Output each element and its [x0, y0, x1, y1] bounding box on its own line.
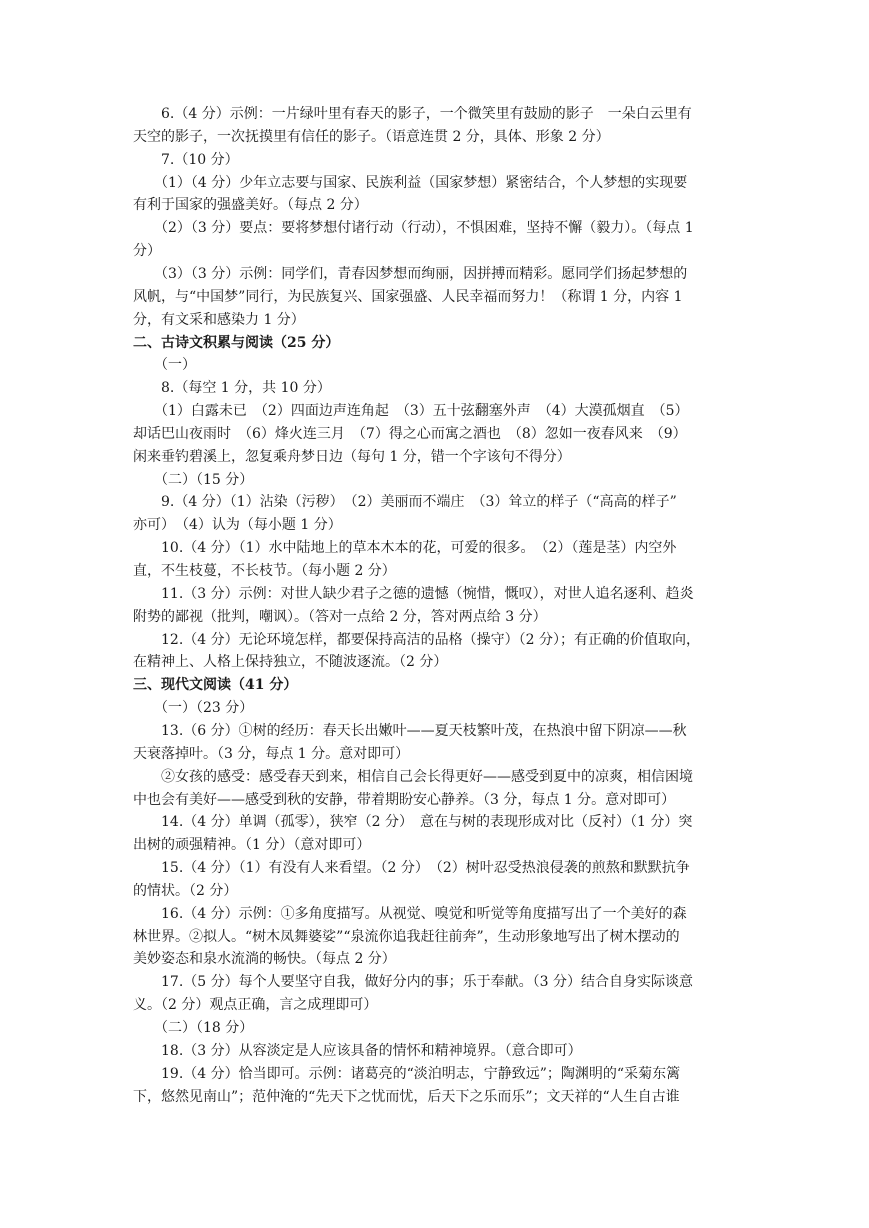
text-line: （1）（4 分）少年立志要与国家、民族利益（国家梦想）紧密结合，个人梦想的实现要: [133, 174, 688, 191]
text-line: 8.（每空 1 分，共 10 分）: [133, 380, 331, 397]
text-line: （二）（15 分）: [133, 471, 254, 488]
text-line: 直，不生枝蔓，不长枝节。（每小题 2 分）: [133, 563, 396, 579]
text-line: 7.（10 分）: [133, 151, 239, 168]
text-line: 亦可） （4）认为（每小题 1 分）: [133, 517, 342, 534]
text-line: 在精神上、人格上保持独立，不随波逐流。（2 分）: [133, 654, 448, 671]
text-line: 11.（3 分）示例：对世人缺少君子之德的遗憾（惋惜，慨叹），对世人追名逐利、趋炎: [133, 585, 694, 602]
text-line: 15.（4 分）（1）有没有人来看望。（2 分） （2）树叶忍受热浪侵袭的煎熬和默默抗争: [133, 860, 690, 877]
text-line: 分，有文采和感染力 1 分）: [133, 311, 305, 328]
text-line: 13.（6 分）①树的经历：春天长出嫩叶——夏天枝繁叶茂，在热浪中留下阴凉——秋: [133, 722, 687, 739]
text-line: （2）（3 分）要点：要将梦想付诸行动（行动），不惧困难，坚持不懈（毅力）。（每点 1: [133, 220, 694, 237]
text-line: （一）: [133, 357, 196, 374]
text-line: （二）（18 分）: [133, 1020, 254, 1036]
text-line: 林世界。②拟人。“树木凤舞婆娑”“泉流你追我赶往前奔”，生动形象地写出了树木摆动的: [133, 928, 680, 945]
text-line: （一）（23 分）: [133, 700, 254, 717]
text-line: 有利于国家的强盛美好。（每点 2 分）: [133, 197, 368, 214]
text-line: 美妙姿态和泉水流淌的畅快。（每点 2 分）: [133, 951, 396, 968]
text-line: 天空的影子，一次抚摸里有信任的影子。（语意连贯 2 分，具体、形象 2 分）: [133, 128, 610, 145]
text-line: 下，悠然见南山”；范仲淹的“先天下之忧而忧，后天下之乐而乐”；文天祥的“人生自古谁: [133, 1088, 680, 1105]
text-line: 17.（5 分）每个人要坚守自我，做好分内的事；乐于奉献。（3 分）结合自身实际谈意: [133, 974, 693, 991]
text-line: 分）: [133, 243, 161, 260]
text-line: 10.（4 分）（1）水中陆地上的草本木本的花，可爱的很多。 （2）（莲是茎）内空外: [133, 540, 677, 557]
text-line: 16.（4 分）示例：①多角度描写。从视觉、嗅觉和听觉等角度描写出了一个美好的森: [133, 905, 687, 922]
section-heading: 三、现代文阅读（41 分）: [133, 677, 298, 694]
text-line: 9.（4 分）（1）沾染（污秽） （2）美丽而不端庄 （3）耸立的样子（“高高的样子”: [133, 494, 677, 511]
text-line: 18.（3 分）从容淡定是人应该具备的情怀和精神境界。（意合即可）: [133, 1042, 582, 1059]
text-line: 的情状。（2 分）: [133, 882, 238, 899]
text-line: 天衰落掉叶。（3 分，每点 1 分。意对即可）: [133, 745, 410, 762]
text-line: 出树的顽强精神。（1 分）（意对即可）: [133, 837, 371, 854]
text-line: 义。（2 分）观点正确，言之成理即可）: [133, 997, 378, 1014]
text-line: 12.（4 分）无论环境怎样，都要保持高洁的品格（操守）（2 分）；有正确的价值取向，: [133, 631, 700, 648]
text-line: 闲来垂钓碧溪上，忽复乘舟梦日边（每句 1 分，错一个字该句不得分）: [133, 448, 571, 465]
text-line: ②女孩的感受：感受春天到来，相信自己会长得更好——感受到夏中的凉爽，相信困境: [133, 768, 693, 785]
section-heading: 二、古诗文积累与阅读（25 分）: [133, 334, 340, 351]
text-line: （1）白露未已 （2）四面边声连角起 （3）五十弦翻塞外声 （4）大漠孤烟直 （5）: [133, 403, 689, 420]
text-line: 风帆，与“中国梦”同行，为民族复兴、国家强盛、人民幸福而努力！（称谓 1 分，内容 1: [133, 288, 683, 305]
text-line: 14.（4 分）单调（孤零），狭窄（2 分） 意在与树的表现形成对比（反衬）（1 分）突: [133, 814, 693, 831]
text-line: 6.（4 分）示例：一片绿叶里有春天的影子，一个微笑里有鼓励的影子 一朵白云里有: [133, 106, 692, 122]
text-line: 19.（4 分）恰当即可。示例：诸葛亮的“淡泊明志，宁静致远”；陶渊明的“采菊东篱: [133, 1065, 681, 1082]
text-line: 却话巴山夜雨时 （6）烽火连三月 （7）得之心而寓之酒也 （8）忽如一夜春风来 （9）: [133, 425, 687, 442]
text-line: 附势的鄙视（批判，嘲讽）。（答对一点给 2 分，答对两点给 3 分）: [133, 608, 547, 625]
text-line: 中也会有美好——感受到秋的安静，带着期盼安心静养。（3 分，每点 1 分。意对即可）: [133, 791, 676, 808]
text-line: （3）（3 分）示例：同学们，青春因梦想而绚丽，因拼搏而精彩。愿同学们扬起梦想的: [133, 265, 688, 282]
